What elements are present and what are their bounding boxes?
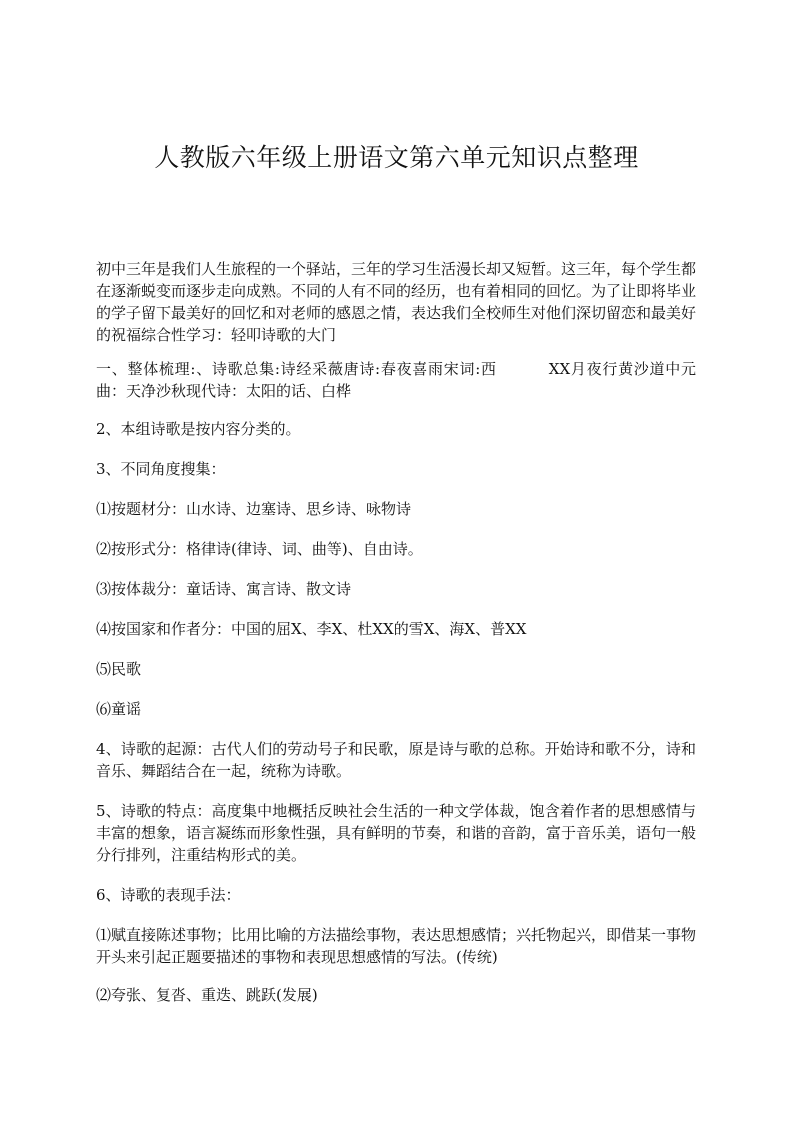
section-1-paragraph [96,358,696,402]
paragraph-3-5: ⑸民歌 [96,660,142,678]
paragraph-2: 2、本组诗歌是按内容分类的。 [96,420,301,438]
paragraph-6-2: ⑵夸张、复沓、重迭、跳跃(发展) [96,986,318,1004]
paragraph-3-6: ⑹童谣 [96,700,142,718]
document-body [96,258,696,1024]
paragraph-3-3: ⑶按体裁分：童话诗、寓言诗、散文诗 [96,580,352,598]
paragraph-3: 3、不同角度搜集： [96,460,226,478]
paragraph-3-4: ⑷按国家和作者分：中国的屈X、李X、杜XX的雪X、海X、普XX [96,620,527,638]
paragraph-4: 4、诗歌的起源：古代人们的劳动号子和民歌，原是诗与歌的总称。开始诗和歌不分，诗和音乐、舞蹈结合在一起，统称为诗歌。 [96,740,696,780]
section-1-part-a: 一、整体梳理:、诗歌总集:诗经采薇唐诗:春夜喜雨宋词:西 [96,360,497,378]
section-1-part-b: XX月夜行黄沙道中元曲：天净沙秋现代诗：太阳的话、白桦 [96,360,697,400]
paragraph-6: 6、诗歌的表现手法： [96,886,241,904]
intro-paragraph: 初中三年是我们人生旅程的一个驿站，三年的学习生活漫长却又短暂。这三年，每个学生都在逐渐蜕变而逐步走向成熟。不同的人有不同的经历，也有着相同的回忆。为了让即将毕业的学子留下最美好的回忆和对老师的感恩之情，表达我们全校师生对他们深切留恋和最美好的祝福综合性学习：轻叩诗歌的大门 [96,260,697,344]
paragraph-3-2: ⑵按形式分：格律诗(律诗、词、曲等)、自由诗。 [96,540,423,558]
paragraph-5: 5、诗歌的特点：高度集中地概括反映社会生活的一种文学体裁，饱含着作者的思想感情与丰富的想象，语言凝练而形象性强，具有鲜明的节奏，和谐的音韵，富于音乐美，语句一般分行排列，注重结构形式的美。 [96,802,697,864]
paragraph-3-1: ⑴按题材分：山水诗、边塞诗、思乡诗、咏物诗 [96,500,412,518]
paragraph-6-1: ⑴赋直接陈述事物；比用比喻的方法描绘事物，表达思想感情；兴托物起兴，即借某一事物开头来引起正题要描述的事物和表现思想感情的写法。(传统) [96,926,697,966]
document-title: 人教版六年级上册语文第六单元知识点整理 [154,143,639,172]
